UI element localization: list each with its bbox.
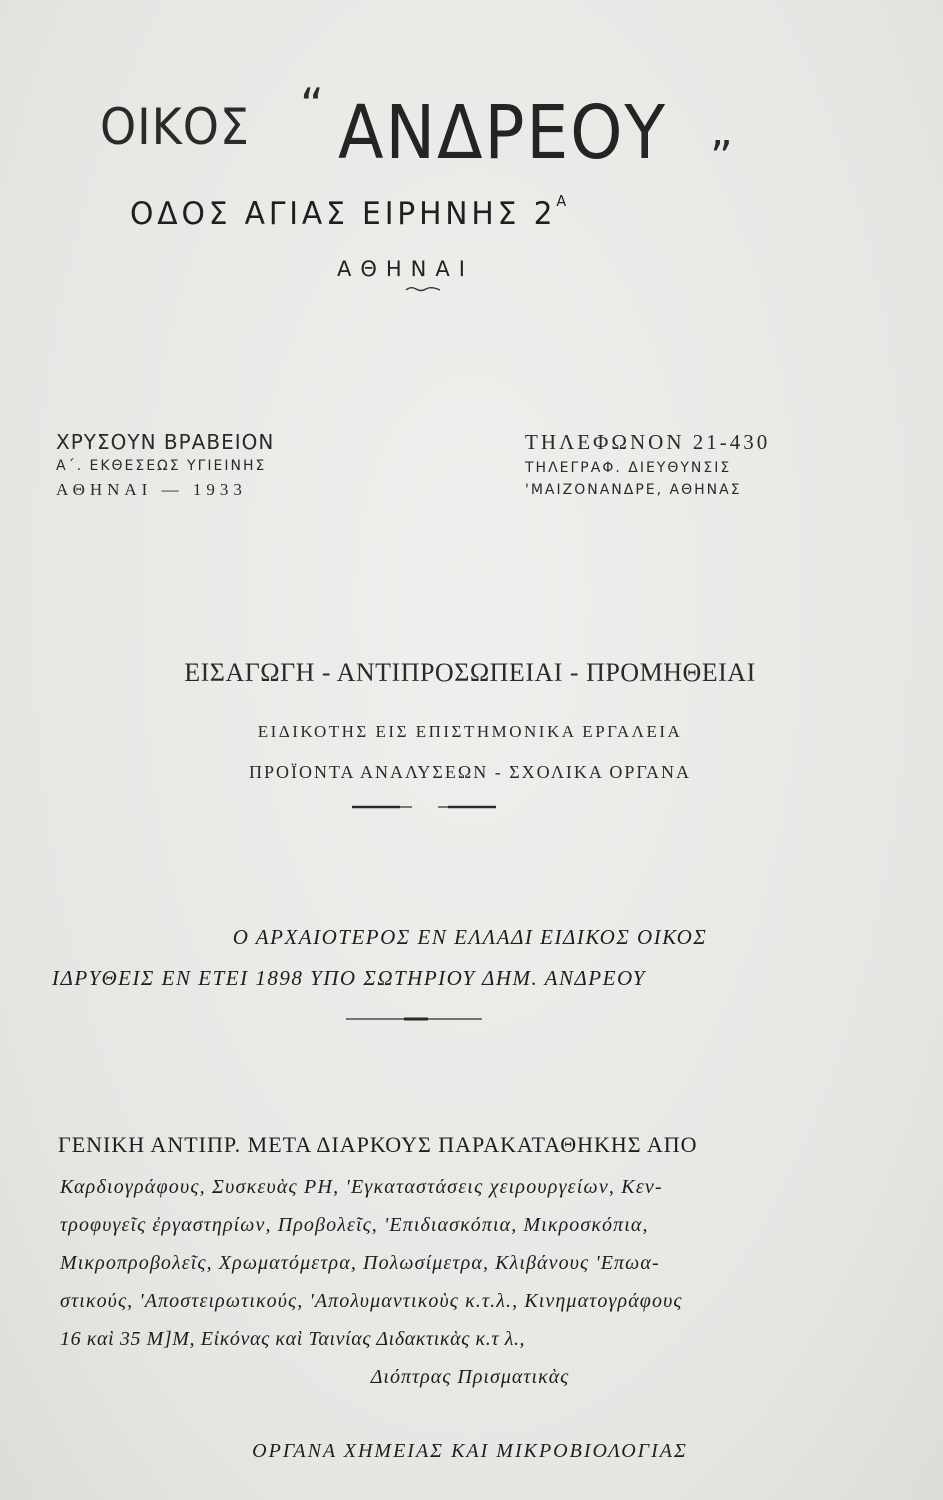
general-line-4: στικούς, 'Αποστειρωτικούς, 'Απολυμαντικοὺς κ.τ.λ., Κινηματογράφους xyxy=(60,1290,683,1312)
award-place-year: ΑΘΗΝΑΙ — 1933 xyxy=(56,480,247,499)
street-address-main: ΟΔΟΣ ΑΓΙΑΣ ΕΙΡΗΝΗΣ 2 xyxy=(130,196,557,232)
general-line-1: Καρδιογράφους, Συσκευὰς PH, 'Εγκαταστάσεις χειρουργείων, Κεν- xyxy=(60,1176,663,1198)
general-line-5: 16 καὶ 35 M]M, Εἰκόνας καὶ Ταινίας Διδακτικὰς κ.τ λ., xyxy=(60,1328,526,1350)
general-line-3: Μικροπροβολεῖς, Χρωματόμετρα, Πολωσίμετρα, Κλιβάνους 'Επωα- xyxy=(60,1252,660,1274)
contact-block xyxy=(525,430,770,498)
divider-rule-2 xyxy=(346,1016,482,1022)
general-heading: ΓΕΝΙΚΗ ΑΝΤΙΠΡ. ΜΕΤΑ ΔΙΑΡΚΟΥΣ ΠΑΡΑΚΑΤΑΘΗΚΗΣ ΑΠΟ xyxy=(58,1132,698,1157)
divider-rule-1 xyxy=(352,804,496,810)
closing-quote: ” xyxy=(710,132,733,183)
services-heading: ΕΙΣΑΓΩΓΗ - ΑΝΤΙΠΡΟΣΩΠΕΙΑΙ - ΠΡΟΜΗΘΕΙΑΙ xyxy=(184,658,756,687)
company-name: ΑΝΔΡΕΟΥ xyxy=(338,90,667,176)
general-line-6: Διόπτρας Πρισματικὰς xyxy=(370,1366,570,1388)
history-line-2: ΙΔΡΥΘΕΙΣ ΕΝ ΕΤΕΙ 1898 ΥΠΟ ΣΩΤΗΡΙΟΥ ΔΗΜ. ΑΝΔΡΕΟΥ xyxy=(52,966,646,990)
ornament-squiggle xyxy=(405,285,441,293)
award-block xyxy=(56,430,274,500)
telegraph-label: ΤΗΛΕΓΡΑΦ. ΔΙΕΥΘΥΝΣΙΣ xyxy=(525,460,732,476)
street-address xyxy=(130,192,566,232)
opening-quote: “ xyxy=(300,78,324,132)
award-exhibition: Α΄. ΕΚΘΕΣΕΩΣ ΥΓΙΕΙΝΗΣ xyxy=(56,458,267,474)
city-name: ΑΘΗΝΑΙ xyxy=(337,257,474,281)
telegraph-address: 'ΜΑΙΖΟΝΑΝΔΡΕ, ΑΘΗΝΑΣ xyxy=(525,482,742,498)
general-line-2: τροφυγεῖς ἐργαστηρίων, Προβολεῖς, 'Επιδιασκόπια, Μικροσκόπια, xyxy=(60,1214,649,1236)
products-line: ΠΡΟΪΟΝΤΑ ΑΝΑΛΥΣΕΩΝ - ΣΧΟΛΙΚΑ ΟΡΓΑΝΑ xyxy=(248,762,691,782)
history-line-1: Ο ΑΡΧΑΙΟΤΕΡΟΣ ΕΝ ΕΛΛΑΔΙ ΕΙΔΙΚΟΣ ΟΙΚΟΣ xyxy=(232,925,708,949)
phone-number: ΤΗΛΕΦΩΝΟΝ 21-430 xyxy=(525,430,771,454)
street-address-sup: Α xyxy=(556,192,567,210)
award-title: ΧΡΥΣΟΥΝ ΒΡΑΒΕΙΟΝ xyxy=(56,430,275,454)
specialty-line: ΕΙΔΙΚΟΤΗΣ ΕΙΣ ΕΠΙΣΤΗΜΟΝΙΚΑ ΕΡΓΑΛΕΙΑ xyxy=(257,722,683,741)
general-closing-line: ΟΡΓΑΝΑ ΧΗΜΕΙΑΣ ΚΑΙ ΜΙΚΡΟΒΙΟΛΟΓΙΑΣ xyxy=(252,1440,688,1462)
house-word: ΟΙΚΟΣ xyxy=(100,98,250,156)
